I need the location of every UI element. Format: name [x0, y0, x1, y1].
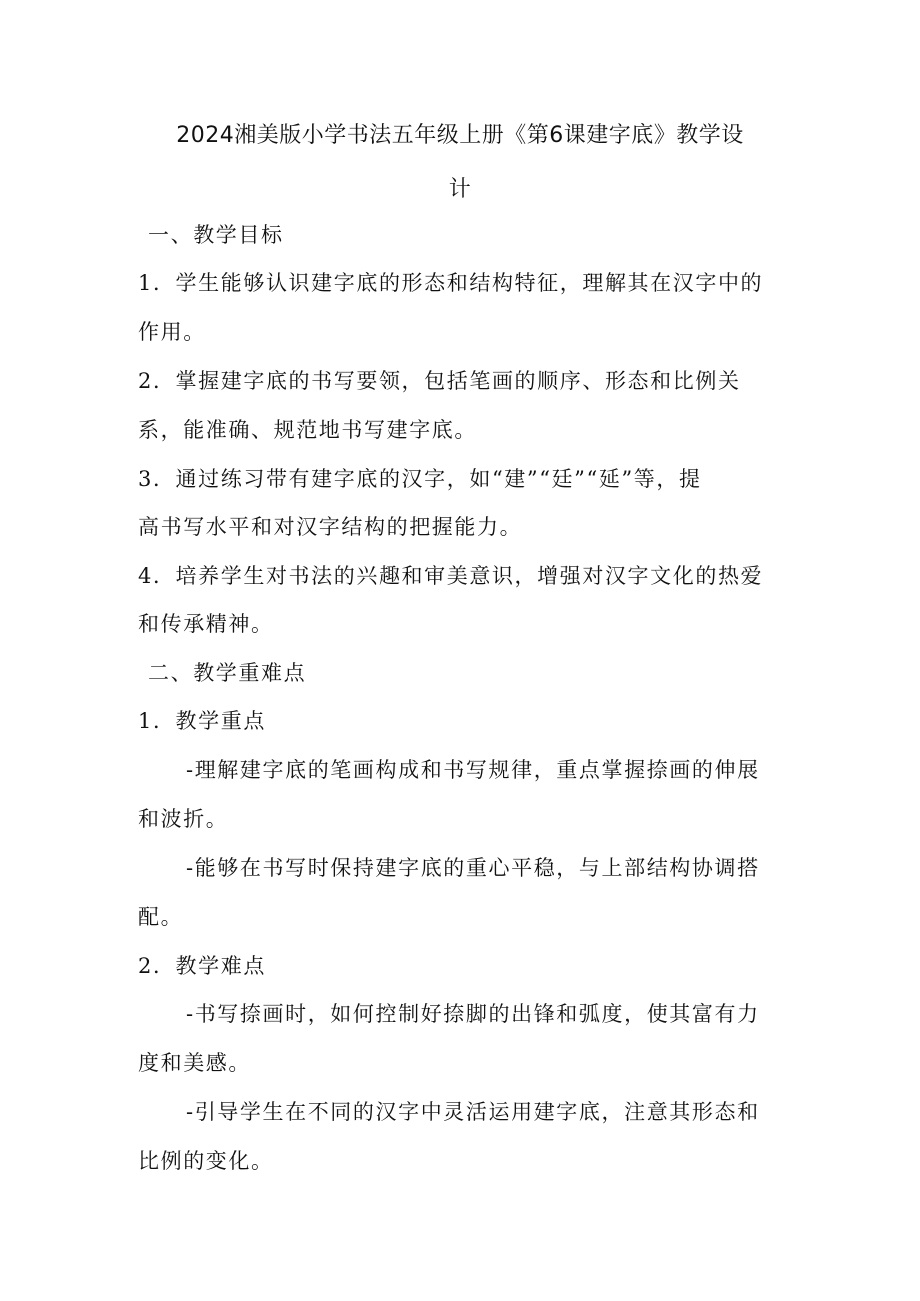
difficulty-1-line1: -书写捺画时，如何控制好捺脚的出锋和弧度，使其富有力: [186, 1002, 760, 1026]
objective-4-line1: 4．培养学生对书法的兴趣和审美意识，增强对汉字文化的热爱: [138, 564, 764, 588]
objective-1-line2: 作用。: [138, 320, 206, 344]
document-title-line1: 2024湘美版小学书法五年级上册《第6课建字底》教学设: [176, 123, 744, 148]
objective-1-line1: 1．学生能够认识建字底的形态和结构特征，理解其在汉字中的: [138, 271, 764, 295]
key-point-1-line1: -理解建字底的笔画构成和书写规律，重点掌握捺画的伸展: [186, 758, 760, 782]
key-point-2-line2: 配。: [138, 905, 184, 929]
objective-2-line2: 系，能准确、规范地书写建字底。: [138, 418, 477, 442]
objective-2-line1: 2．掌握建字底的书写要领，包括笔画的顺序、形态和比例关: [138, 369, 741, 393]
difficulty-2-line1: -引导学生在不同的汉字中灵活运用建字底，注意其形态和: [186, 1100, 760, 1124]
objective-3-line2: 高书写水平和对汉字结构的把握能力。: [138, 515, 523, 539]
objective-4-line2: 和传承精神。: [138, 612, 274, 636]
difficulty-2-line2: 比例的变化。: [138, 1149, 274, 1173]
difficulty-1-line2: 度和美感。: [138, 1051, 251, 1075]
section2-heading: 二、教学重难点: [148, 661, 307, 685]
difficulties-label: 2．教学难点: [138, 954, 266, 978]
key-points-label: 1．教学重点: [138, 709, 266, 733]
section1-heading: 一、教学目标: [148, 223, 284, 247]
document-title-line2: 计: [448, 177, 472, 202]
key-point-2-line1: -能够在书写时保持建字底的重心平稳，与上部结构协调搭: [186, 856, 760, 880]
key-point-1-line2: 和波折。: [138, 807, 229, 831]
objective-3-line1: 3．通过练习带有建字底的汉字，如“建”“廷”“延”等，提: [138, 467, 702, 491]
